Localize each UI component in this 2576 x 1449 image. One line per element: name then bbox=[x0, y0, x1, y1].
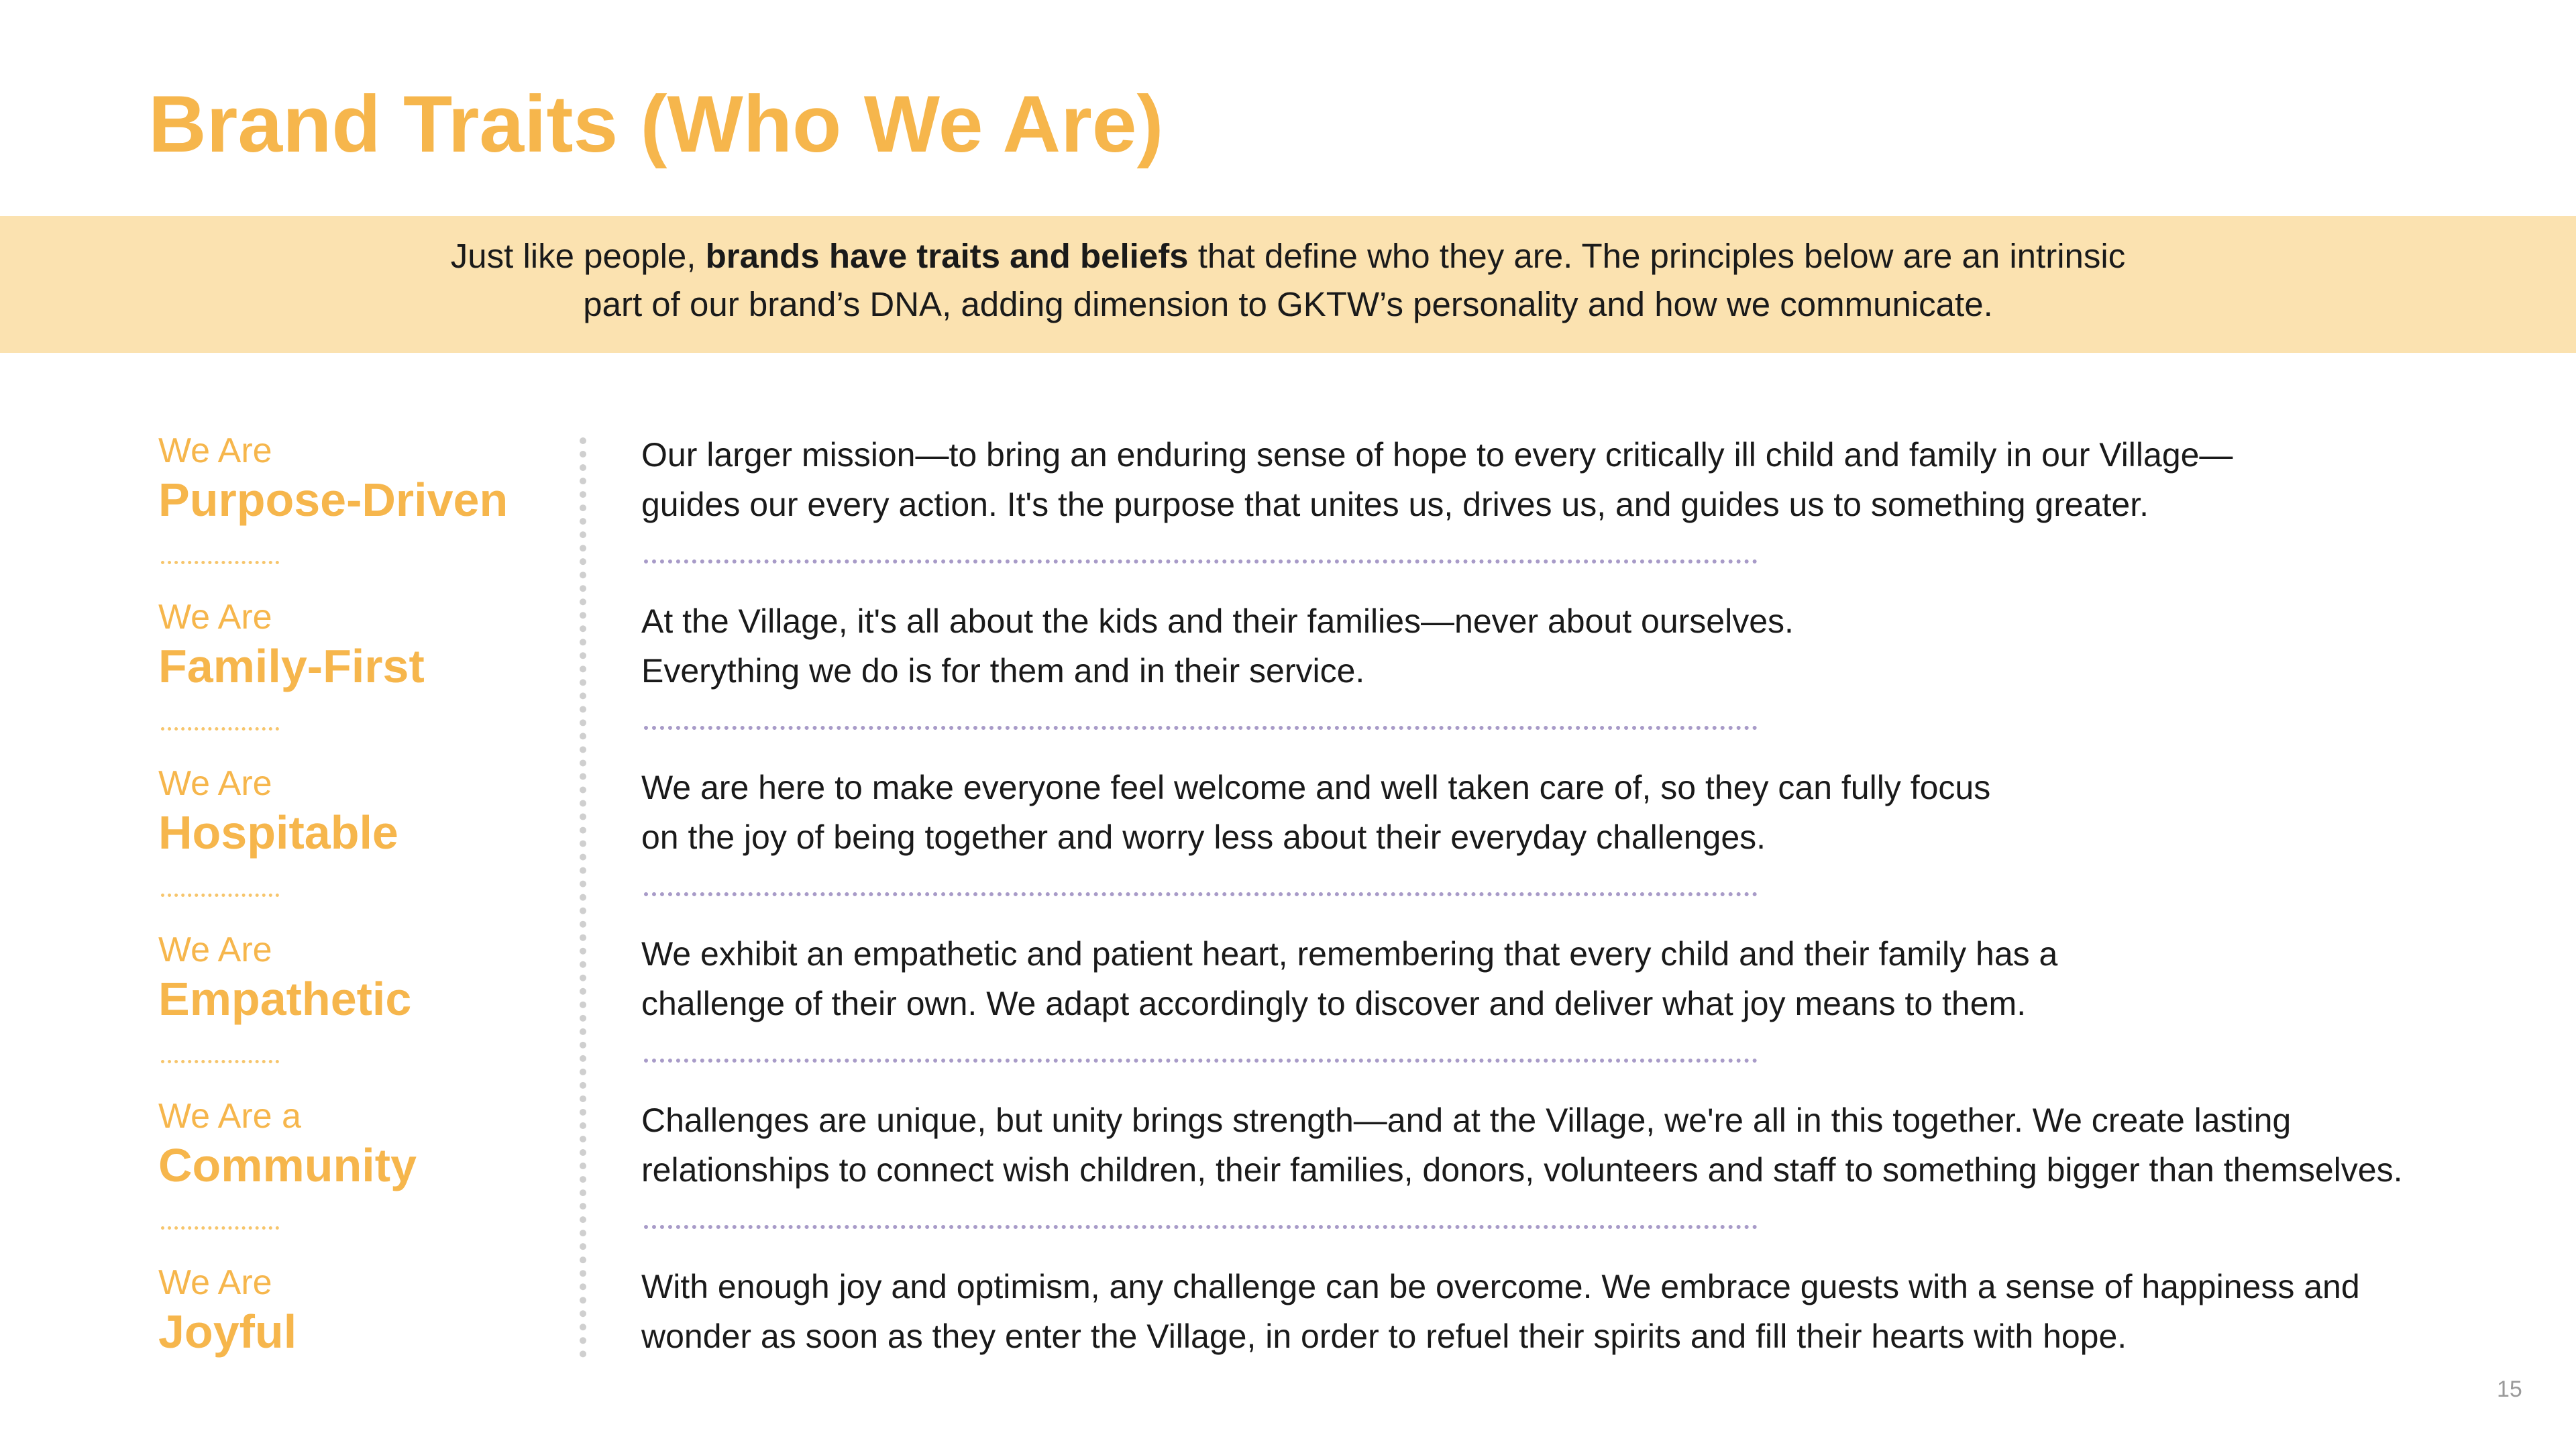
right-dotted-separator bbox=[644, 726, 1758, 730]
trait-name: Joyful bbox=[158, 1305, 297, 1358]
trait-prefix: We Are a bbox=[158, 1097, 301, 1136]
trait-name: Family-First bbox=[158, 640, 425, 692]
trait-label-joyful bbox=[158, 1260, 297, 1358]
intro-banner bbox=[0, 216, 2576, 353]
page-title: Brand Traits (Who We Are) bbox=[148, 79, 1164, 169]
left-dotted-separator bbox=[161, 1060, 279, 1063]
trait-label-empathetic bbox=[158, 927, 411, 1025]
right-dotted-separator bbox=[644, 1225, 1758, 1229]
right-dotted-separator bbox=[644, 559, 1758, 564]
trait-prefix: We Are bbox=[158, 1263, 272, 1302]
description-line-1: We are here to make everyone feel welcome and well taken care of, so they can fully focus bbox=[641, 769, 1991, 806]
trait-label-purpose-driven bbox=[158, 428, 508, 526]
banner-line-2: part of our brand’s DNA, adding dimension to GKTW’s personality and how we communicate. bbox=[583, 285, 1993, 323]
trait-description-family-first bbox=[641, 596, 2453, 696]
description-line-2: relationships to connect wish children, their families, donors, volunteers and staff to something bigger than themselves. bbox=[641, 1151, 2403, 1189]
banner-text-post: that define who they are. The principles below are an intrinsic bbox=[1188, 237, 2126, 275]
trait-label-family-first bbox=[158, 594, 425, 692]
description-line-1: At the Village, it's all about the kids and their families—never about ourselves. bbox=[641, 602, 1794, 640]
trait-name: Empathetic bbox=[158, 973, 412, 1025]
trait-description-purpose-driven bbox=[641, 430, 2453, 529]
left-dotted-separator bbox=[161, 1226, 279, 1230]
trait-description-empathetic bbox=[641, 929, 2453, 1028]
left-dotted-separator bbox=[161, 727, 279, 731]
banner-text-pre: Just like people, bbox=[450, 237, 706, 275]
description-line-2: challenge of their own. We adapt accordingly to discover and deliver what joy means to them. bbox=[641, 985, 2027, 1022]
trait-label-community bbox=[158, 1093, 417, 1191]
page-number: 15 bbox=[2497, 1377, 2522, 1402]
trait-label-hospitable bbox=[158, 761, 398, 859]
trait-name: Hospitable bbox=[158, 806, 398, 859]
trait-description-community bbox=[641, 1095, 2453, 1195]
description-line-1: With enough joy and optimism, any challenge can be overcome. We embrace guests with a sense of happiness and bbox=[641, 1268, 2360, 1305]
banner-line-1 bbox=[0, 236, 2576, 276]
right-dotted-separator bbox=[644, 892, 1758, 896]
description-line-2: wonder as soon as they enter the Village, in order to refuel their spirits and fill their hearts with hope. bbox=[641, 1318, 2127, 1355]
right-dotted-separator bbox=[644, 1059, 1758, 1063]
trait-prefix: We Are bbox=[158, 930, 272, 969]
description-line-1: We exhibit an empathetic and patient heart, remembering that every child and their family has a bbox=[641, 935, 2058, 973]
trait-prefix: We Are bbox=[158, 431, 272, 470]
left-dotted-separator bbox=[161, 894, 279, 897]
trait-name: Purpose-Driven bbox=[158, 474, 508, 526]
trait-prefix: We Are bbox=[158, 764, 272, 803]
description-line-2: guides our every action. It's the purpose that unites us, drives us, and guides us to something greater. bbox=[641, 486, 2149, 523]
description-line-2: Everything we do is for them and in their service. bbox=[641, 652, 1365, 690]
description-line-2: on the joy of being together and worry less about their everyday challenges. bbox=[641, 818, 1766, 856]
trait-name: Community bbox=[158, 1139, 417, 1191]
trait-prefix: We Are bbox=[158, 598, 272, 637]
description-line-1: Our larger mission—to bring an enduring sense of hope to every critically ill child and family in our Village— bbox=[641, 436, 2233, 474]
left-dotted-separator bbox=[161, 561, 279, 564]
trait-description-hospitable bbox=[641, 763, 2453, 862]
vertical-divider bbox=[580, 437, 586, 1358]
description-line-1: Challenges are unique, but unity brings strength—and at the Village, we're all in this together. We create lasting bbox=[641, 1102, 2292, 1139]
trait-description-joyful bbox=[641, 1262, 2453, 1361]
banner-text-bold: brands have traits and beliefs bbox=[705, 237, 1189, 275]
